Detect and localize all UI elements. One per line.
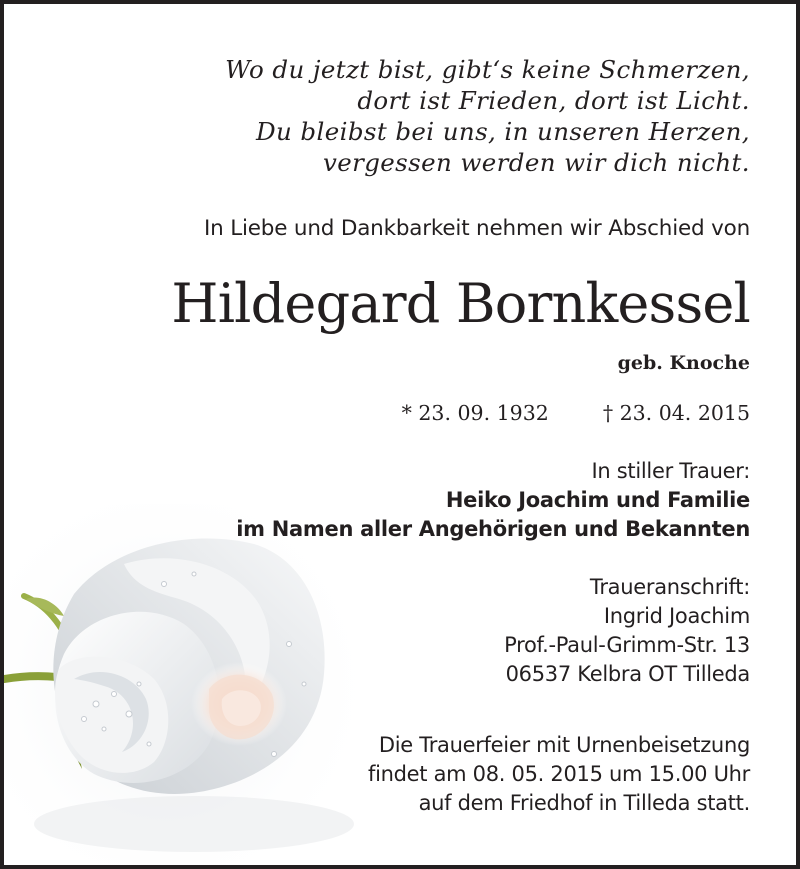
funeral-line: auf dem Friedhof in Tilleda statt.: [418, 791, 750, 815]
mourning-on-behalf: im Namen aller Angehörigen und Bekannten: [236, 517, 750, 541]
poem-line: dort ist Frieden, dort ist Licht.: [357, 86, 750, 115]
death-date: † 23. 04. 2015: [602, 401, 750, 425]
poem-line: vergessen werden wir dich nicht.: [322, 148, 750, 177]
funeral-line: findet am 08. 05. 2015 um 15.00 Uhr: [367, 762, 750, 786]
maiden-name: geb. Knoche: [617, 352, 750, 374]
condolence-address: [504, 573, 750, 689]
memorial-poem: [225, 54, 750, 178]
address-label: Traueranschrift:: [589, 575, 750, 599]
funeral-line: Die Trauerfeier mit Urnenbeisetzung: [378, 733, 750, 757]
poem-line: Du bleibst bei uns, in unseren Herzen,: [255, 117, 750, 146]
farewell-intro: In Liebe und Dankbarkeit nehmen wir Abschied von: [204, 216, 750, 241]
address-city: 06537 Kelbra OT Tilleda: [505, 662, 750, 686]
poem-line: Wo du jetzt bist, gibt‘s keine Schmerzen,: [225, 55, 750, 84]
life-dates: [402, 401, 750, 425]
address-street: Prof.-Paul-Grimm-Str. 13: [504, 633, 750, 657]
funeral-notice: [368, 731, 750, 818]
deceased-name: Hildegard Bornkessel: [171, 272, 750, 335]
mourning-heading: In stiller Trauer:: [591, 459, 750, 483]
mourners-block: [236, 457, 750, 544]
mourning-family: Heiko Joachim und Familie: [445, 488, 750, 512]
address-name: Ingrid Joachim: [603, 604, 750, 628]
white-rose-image: [4, 504, 364, 869]
birth-date: * 23. 09. 1932: [401, 401, 549, 425]
